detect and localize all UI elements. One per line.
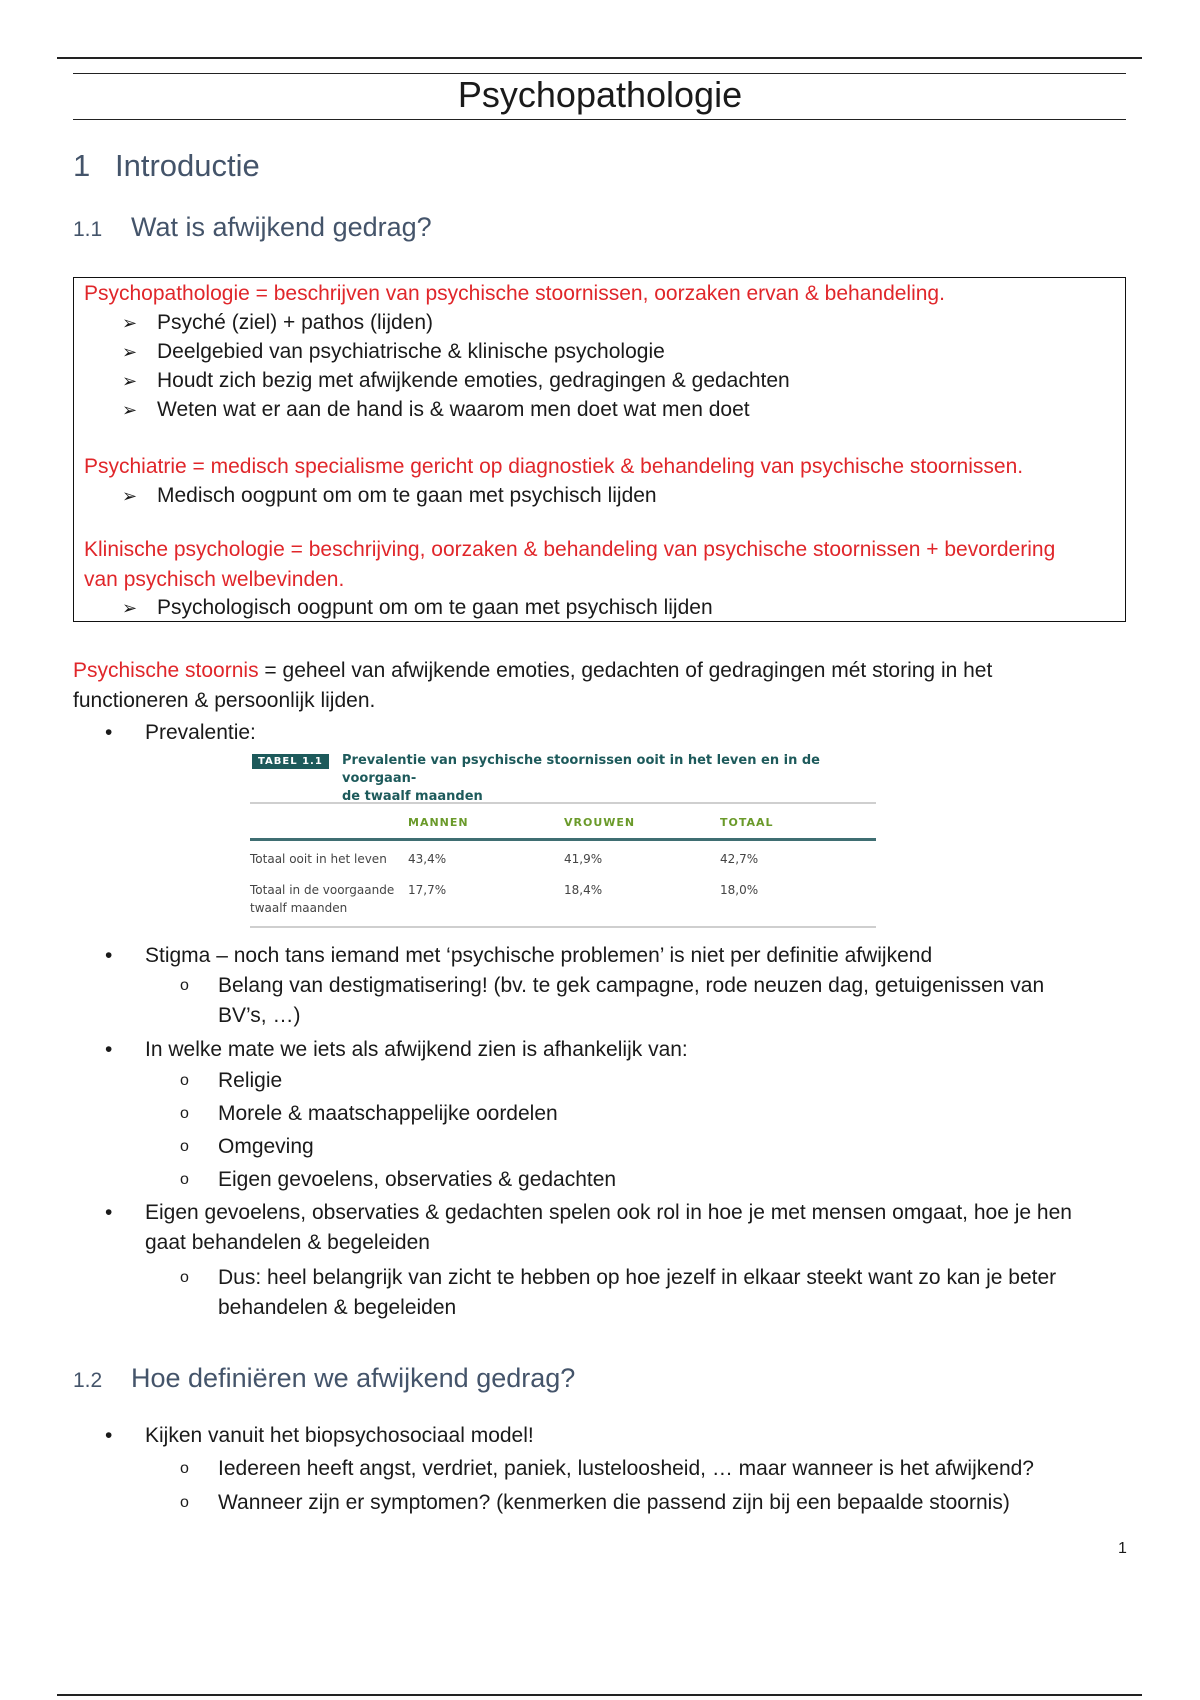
arrow-bullet-icon: ➢ — [122, 400, 138, 420]
circle-bullet-icon: o — [180, 1460, 189, 1477]
bullet-icon: • — [105, 1424, 113, 1447]
title-bottom-rule — [73, 119, 1126, 120]
bullet-icon: • — [105, 1201, 113, 1224]
bullet-icon: • — [105, 944, 113, 967]
top-page-rule — [57, 57, 1142, 59]
circle-bullet-icon: o — [180, 977, 189, 994]
page-title: Psychopathologie — [457, 74, 743, 115]
table-cell: 43,4% — [408, 852, 447, 866]
table-header: VROUWEN — [564, 816, 636, 829]
table-badge: TABEL 1.1 — [252, 754, 329, 769]
heading-number: 1.1 — [73, 218, 103, 241]
list-item: ➢ Psyché (ziel) + pathos (lijden) — [122, 308, 433, 338]
psychopathologie-definition: Psychopathologie = beschrijven van psychische stoornissen, oorzaken ervan & behandeling. — [84, 282, 945, 305]
table-cell: 18,0% — [720, 883, 759, 897]
circle-bullet-icon: o — [180, 1494, 189, 1511]
table-cell: 18,4% — [564, 883, 603, 897]
arrow-bullet-icon: ➢ — [122, 598, 138, 618]
table-caption: Prevalentie van psychische stoornissen ooit in het leven en in de voorgaan- de twaalf maanden — [342, 753, 820, 804]
circle-bullet-icon: o — [180, 1269, 189, 1286]
circle-bullet-icon: o — [180, 1138, 189, 1155]
table-rule — [250, 802, 876, 804]
table-rule — [250, 926, 876, 928]
heading-number: 1 — [73, 148, 91, 183]
table-cell: 17,7% — [408, 883, 447, 897]
table-header: MANNEN — [408, 816, 469, 829]
page-number: 1 — [1118, 1540, 1127, 1557]
arrow-bullet-icon: ➢ — [122, 313, 138, 333]
table-row-label: Totaal ooit in het leven — [250, 852, 387, 866]
list-item: ➢ Psychologisch oogpunt om om te gaan met psychisch lijden — [122, 593, 713, 623]
circle-bullet-icon: o — [180, 1105, 189, 1122]
heading-text: Hoe definiëren we afwijkend gedrag? — [131, 1363, 576, 1393]
heading-section-1-2 — [73, 1363, 575, 1394]
bullet-icon: • — [105, 1038, 113, 1061]
list-item: ➢ Medisch oogpunt om om te gaan met psychisch lijden — [122, 481, 657, 511]
arrow-bullet-icon: ➢ — [122, 342, 138, 362]
heading-number: 1.2 — [73, 1369, 103, 1392]
heading-text: Introductie — [115, 148, 260, 183]
heading-section-1 — [73, 148, 260, 184]
psychiatrie-definition: Psychiatrie = medisch specialisme gericht op diagnostiek & behandeling van psychische stoornissen. — [84, 455, 1024, 478]
table-cell: 42,7% — [720, 852, 759, 866]
stoornis-term: Psychische stoornis — [73, 659, 259, 682]
circle-bullet-icon: o — [180, 1171, 189, 1188]
prevalence-table-figure — [250, 750, 880, 930]
bottom-page-rule — [57, 1694, 1142, 1696]
list-item: ➢ Weten wat er aan de hand is & waarom men doet wat men doet — [122, 395, 750, 425]
arrow-bullet-icon: ➢ — [122, 371, 138, 391]
heading-section-1-1 — [73, 212, 432, 243]
stoornis-definition: Psychische stoornis = geheel van afwijkende emoties, gedachten of gedragingen mét storing in het functioneren & persoonlijk lijden. — [73, 659, 993, 712]
klinische-psychologie-definition: Klinische psychologie = beschrijving, oorzaken & behandeling van psychische stoornissen + bevordering van psychisch welbevinden. — [84, 538, 1056, 591]
table-cell: 41,9% — [564, 852, 603, 866]
circle-bullet-icon: o — [180, 1072, 189, 1089]
list-item: ➢ Deelgebied van psychiatrische & klinische psychologie — [122, 337, 665, 367]
bullet-icon: • — [105, 721, 113, 744]
table-header: TOTAAL — [720, 816, 774, 829]
arrow-bullet-icon: ➢ — [122, 486, 138, 506]
list-item: ➢ Houdt zich bezig met afwijkende emoties, gedragingen & gedachten — [122, 366, 790, 396]
table-rule — [250, 838, 876, 841]
definitions-box — [73, 277, 1126, 622]
heading-text: Wat is afwijkend gedrag? — [131, 212, 432, 242]
table-row-label: Totaal in de voorgaande twaalf maanden — [250, 883, 395, 915]
